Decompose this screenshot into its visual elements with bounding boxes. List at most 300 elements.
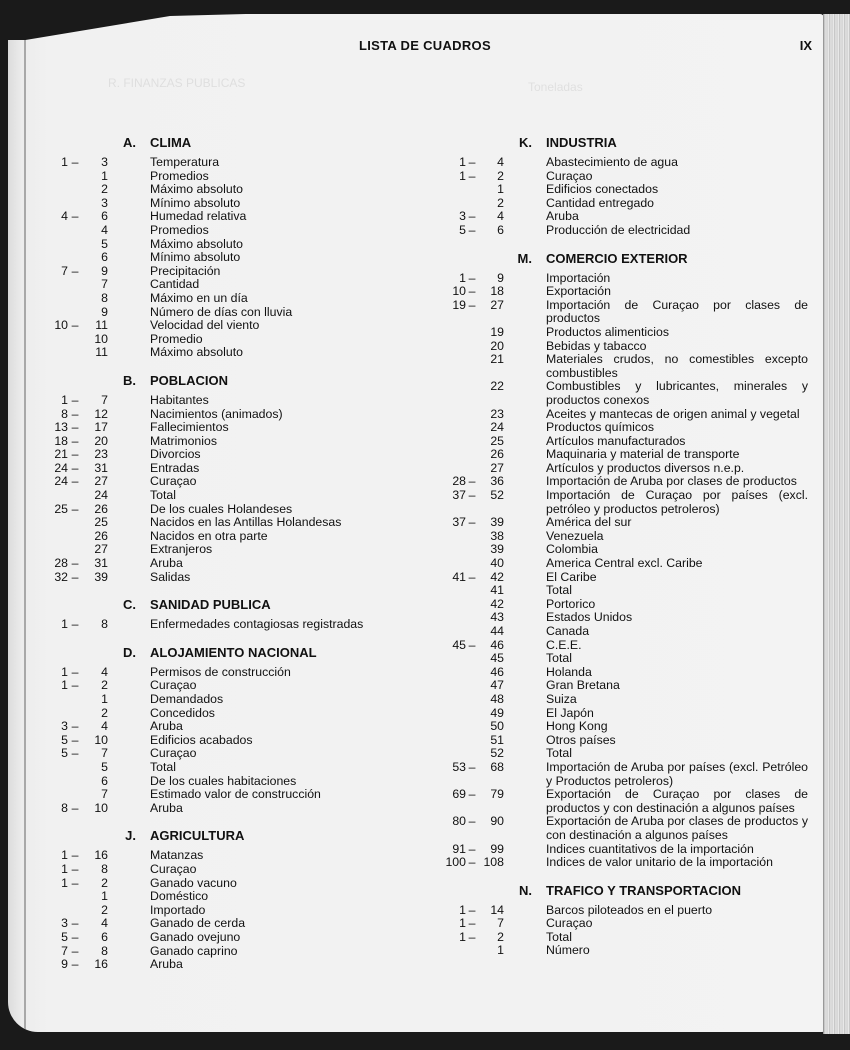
left-column	[40, 136, 420, 986]
table-number-range	[40, 761, 112, 775]
table-entry	[440, 421, 820, 435]
table-number-range	[440, 380, 504, 407]
entry-label: Edificios acabados	[150, 732, 253, 747]
range-from	[440, 543, 466, 557]
range-from: 1	[61, 848, 68, 863]
entry-label: Productos químicos	[546, 420, 654, 435]
entry-label: Abastecimiento de agua	[546, 155, 678, 169]
entry-label: Importación de Curaçao por clases de productos	[546, 297, 808, 326]
table-entry	[440, 156, 820, 170]
range-to: 23	[490, 406, 504, 421]
entry-label: Ganado ovejuno	[150, 929, 241, 944]
table-number-range	[440, 734, 504, 748]
range-from	[440, 326, 466, 340]
table-number-range	[40, 170, 112, 184]
table-number-range	[40, 557, 112, 571]
range-dash: –	[468, 488, 476, 503]
range-dash: –	[71, 420, 79, 435]
table-entry	[40, 904, 420, 918]
range-to: 1	[497, 943, 504, 958]
range-dash	[466, 747, 478, 761]
entry-label: Indices de valor unitario de la importación	[546, 855, 773, 870]
table-entry	[440, 530, 820, 544]
entry-label: Portorico	[546, 596, 596, 611]
range-from: 1	[459, 929, 466, 944]
entry-label: Colombia	[546, 542, 598, 557]
range-dash	[68, 543, 82, 557]
range-dash: –	[71, 861, 79, 876]
range-to: 2	[101, 678, 108, 693]
table-entry	[40, 693, 420, 707]
range-from	[40, 904, 68, 918]
range-from: 69	[452, 787, 466, 802]
entry-label: Curaçao	[150, 861, 197, 876]
range-from: 1	[61, 861, 68, 876]
range-to: 7	[497, 916, 504, 931]
table-number-range	[40, 863, 112, 877]
entry-label: Curaçao	[546, 168, 593, 183]
table-entry	[440, 747, 820, 761]
range-from: 91	[452, 841, 466, 856]
range-from	[440, 408, 466, 422]
table-number-range	[40, 265, 112, 279]
range-from	[440, 530, 466, 544]
entry-label: Artículos y productos diversos n.e.p.	[546, 460, 745, 475]
section-heading	[40, 829, 420, 844]
section-heading	[440, 884, 820, 899]
range-dash: –	[71, 848, 79, 863]
table-entry	[440, 679, 820, 693]
range-from	[40, 788, 68, 802]
range-from	[40, 489, 68, 503]
entry-label: Ganado de cerda	[150, 916, 246, 931]
section-agricultura	[40, 829, 420, 971]
table-number-range	[440, 285, 504, 299]
range-dash	[466, 611, 478, 625]
range-to: 16	[94, 957, 108, 972]
table-entry	[440, 917, 820, 931]
range-from: 24	[54, 460, 68, 475]
table-entry	[40, 802, 420, 816]
table-number-range	[40, 571, 112, 585]
table-number-range	[40, 394, 112, 408]
table-number-range	[440, 625, 504, 639]
range-dash: –	[468, 474, 476, 489]
table-number-range	[40, 543, 112, 557]
range-from	[440, 435, 466, 449]
table-number-range	[40, 319, 112, 333]
range-to: 2	[101, 182, 108, 197]
range-from: 37	[452, 515, 466, 530]
range-from	[40, 224, 68, 238]
range-from: 5	[61, 732, 68, 747]
range-from	[40, 707, 68, 721]
range-from: 28	[452, 474, 466, 489]
range-to: 52	[490, 746, 504, 761]
entry-label: Número	[546, 943, 590, 958]
entry-label: Aruba	[546, 209, 579, 224]
range-dash: –	[71, 433, 79, 448]
table-entry	[40, 475, 420, 489]
table-number-range	[440, 639, 504, 653]
range-dash: –	[468, 515, 476, 530]
range-dash	[466, 557, 478, 571]
table-entry	[440, 693, 820, 707]
entry-label: Demandados	[150, 692, 224, 706]
table-number-range	[40, 945, 112, 959]
table-number-range	[40, 734, 112, 748]
range-to: 108	[483, 855, 504, 870]
range-to: 24	[94, 488, 108, 503]
range-from	[40, 346, 68, 360]
range-to: 9	[101, 263, 108, 278]
table-entry	[40, 319, 420, 333]
range-dash: –	[71, 569, 79, 584]
table-number-range	[440, 679, 504, 693]
range-to: 6	[101, 773, 108, 788]
range-dash	[68, 333, 82, 347]
table-entry	[40, 761, 420, 775]
range-from	[440, 734, 466, 748]
range-dash: –	[71, 392, 79, 407]
entry-label: Divorcios	[150, 447, 201, 462]
table-entry	[440, 788, 820, 815]
range-to: 31	[94, 556, 108, 571]
range-from	[440, 747, 466, 761]
table-number-range	[440, 421, 504, 435]
table-number-range	[440, 489, 504, 516]
range-dash: –	[71, 447, 79, 462]
range-dash: –	[71, 209, 79, 224]
table-number-range	[40, 802, 112, 816]
range-to: 7	[101, 787, 108, 802]
table-number-range	[440, 475, 504, 489]
range-to: 41	[490, 583, 504, 598]
entry-label: Máximo absoluto	[150, 236, 243, 251]
section-heading	[40, 646, 420, 661]
range-from	[440, 462, 466, 476]
range-dash: –	[71, 263, 79, 278]
range-dash: –	[468, 916, 476, 931]
table-entry	[440, 272, 820, 286]
range-to: 7	[101, 746, 108, 761]
table-entry	[40, 278, 420, 292]
entry-label: Barcos piloteados en el puerto	[546, 902, 713, 917]
range-from	[40, 170, 68, 184]
table-number-range	[440, 720, 504, 734]
range-dash	[466, 340, 478, 354]
range-to: 16	[94, 848, 108, 863]
table-number-range	[440, 462, 504, 476]
range-to: 8	[101, 861, 108, 876]
range-dash: –	[468, 929, 476, 944]
table-number-range	[440, 598, 504, 612]
range-from: 1	[459, 168, 466, 183]
entry-label: Curaçao	[150, 678, 197, 693]
range-to: 25	[490, 433, 504, 448]
range-to: 39	[490, 515, 504, 530]
range-to: 18	[490, 284, 504, 299]
range-to: 42	[490, 596, 504, 611]
entry-label: Indices cuantitativos de la importación	[546, 841, 754, 856]
table-entry	[440, 666, 820, 680]
table-entry	[40, 775, 420, 789]
table-entry	[40, 183, 420, 197]
range-to: 27	[490, 460, 504, 475]
table-entry	[40, 346, 420, 360]
entry-label: Velocidad del viento	[150, 318, 260, 333]
table-entry	[40, 170, 420, 184]
table-entry	[440, 571, 820, 585]
range-from: 32	[54, 569, 68, 584]
range-to: 31	[94, 460, 108, 475]
range-to: 36	[490, 474, 504, 489]
range-dash: –	[468, 814, 476, 829]
range-dash	[68, 761, 82, 775]
range-from: 21	[54, 447, 68, 462]
table-number-range	[40, 747, 112, 761]
section-heading	[440, 136, 820, 151]
range-from: 1	[61, 678, 68, 693]
range-dash: –	[468, 222, 476, 237]
entry-label: Curaçao	[150, 474, 197, 489]
range-dash	[68, 224, 82, 238]
bleed-through-text: R. FINANZAS PUBLICAS	[108, 76, 246, 90]
range-to: 51	[490, 732, 504, 747]
table-entry	[440, 408, 820, 422]
range-from: 1	[459, 902, 466, 917]
range-to: 39	[490, 542, 504, 557]
table-entry	[440, 904, 820, 918]
range-dash	[466, 679, 478, 693]
table-entry	[440, 326, 820, 340]
entry-label: Total	[546, 651, 572, 666]
range-to: 10	[94, 732, 108, 747]
range-to: 40	[490, 556, 504, 571]
range-to: 10	[94, 331, 108, 346]
table-number-range	[40, 306, 112, 320]
entry-label: Edificios conectados	[546, 182, 659, 197]
table-entry	[440, 843, 820, 857]
range-from	[440, 197, 466, 211]
section-heading	[40, 598, 420, 613]
range-dash: –	[468, 297, 476, 312]
table-entry	[40, 618, 420, 632]
table-number-range	[40, 890, 112, 904]
table-entry	[440, 707, 820, 721]
entry-label: Total	[546, 929, 572, 944]
entry-label: Holanda	[546, 664, 592, 679]
range-from	[440, 611, 466, 625]
entry-label: Aruba	[150, 957, 183, 972]
page-edges	[823, 14, 850, 1034]
range-dash	[68, 707, 82, 721]
entry-label: Fallecimientos	[150, 420, 229, 435]
table-entry	[40, 333, 420, 347]
section-trafico-y-transportacion	[440, 884, 820, 958]
table-entry	[40, 516, 420, 530]
range-from: 4	[61, 209, 68, 224]
table-entry	[40, 197, 420, 211]
table-number-range	[40, 917, 112, 931]
section-poblacion	[40, 374, 420, 584]
range-from: 10	[452, 284, 466, 299]
table-number-range	[440, 224, 504, 238]
range-from	[440, 625, 466, 639]
range-dash: –	[71, 406, 79, 421]
entry-label: Importado	[150, 902, 206, 917]
range-dash: –	[71, 501, 79, 516]
entry-label: Producción de electricidad	[546, 222, 691, 237]
table-entry	[40, 666, 420, 680]
range-dash	[466, 183, 478, 197]
entry-label: Habitantes	[150, 392, 209, 407]
range-to: 7	[101, 277, 108, 292]
entry-label: Aceites y mantecas de origen animal y vegetal	[546, 406, 800, 421]
table-entry	[40, 435, 420, 449]
section-clima	[40, 136, 420, 360]
table-number-range	[40, 421, 112, 435]
table-number-range	[440, 904, 504, 918]
table-entry	[40, 421, 420, 435]
table-number-range	[40, 931, 112, 945]
entry-label: De los cuales Holandeses	[150, 501, 293, 516]
page-number: IX	[799, 38, 812, 53]
range-to: 23	[94, 447, 108, 462]
range-to: 11	[95, 318, 108, 333]
range-to: 1	[497, 182, 504, 197]
table-number-range	[40, 958, 112, 972]
range-dash	[68, 346, 82, 360]
table-entry	[40, 720, 420, 734]
range-dash	[68, 788, 82, 802]
range-from	[40, 775, 68, 789]
entry-label: América del sur	[546, 515, 632, 530]
table-number-range	[440, 666, 504, 680]
entry-label: Gran Bretana	[546, 678, 620, 693]
entry-label: Concedidos	[150, 705, 215, 720]
table-entry	[40, 251, 420, 265]
range-dash	[466, 693, 478, 707]
entry-label: Importación de Aruba por clases de productos	[546, 474, 797, 489]
table-entry	[440, 652, 820, 666]
range-to: 9	[497, 270, 504, 285]
range-dash: –	[71, 943, 79, 958]
range-to: 9	[101, 304, 108, 319]
table-entry	[40, 503, 420, 517]
range-from	[440, 421, 466, 435]
range-dash	[68, 292, 82, 306]
range-from	[440, 340, 466, 354]
entry-label: Ganado caprino	[150, 943, 238, 958]
table-entry	[40, 917, 420, 931]
table-entry	[40, 849, 420, 863]
section-letter: K.	[519, 135, 532, 150]
entry-label: Exportación de Aruba por clases de productos y con destinación a algunos países	[546, 814, 808, 842]
range-dash: –	[468, 637, 476, 652]
range-from: 13	[54, 420, 68, 435]
table-number-range	[440, 156, 504, 170]
table-number-range	[440, 272, 504, 286]
table-number-range	[40, 183, 112, 197]
range-dash	[68, 251, 82, 265]
range-to: 99	[490, 841, 504, 856]
range-to: 90	[490, 814, 504, 829]
range-dash	[466, 408, 478, 422]
range-dash: –	[468, 787, 476, 802]
table-number-range	[40, 408, 112, 422]
table-entry	[440, 489, 820, 516]
entry-label: Ganado vacuno	[150, 875, 237, 890]
range-from: 7	[61, 263, 68, 278]
range-from: 41	[452, 569, 466, 584]
range-dash	[466, 707, 478, 721]
table-entry	[440, 543, 820, 557]
table-number-range	[40, 156, 112, 170]
section-title: CLIMA	[150, 135, 192, 150]
table-entry	[40, 306, 420, 320]
table-entry	[40, 571, 420, 585]
range-dash: –	[71, 746, 79, 761]
range-dash: –	[468, 155, 476, 169]
entry-label: Importación de Aruba por países (excl. Petróleo y Productos petroleros)	[546, 759, 808, 788]
table-number-range	[440, 611, 504, 625]
entry-label: El Caribe	[546, 569, 597, 584]
range-to: 38	[490, 528, 504, 543]
table-number-range	[440, 326, 504, 340]
range-dash	[466, 625, 478, 639]
section-heading	[40, 136, 420, 151]
range-from	[440, 584, 466, 598]
entry-label: Matrimonios	[150, 433, 217, 448]
table-number-range	[440, 944, 504, 958]
table-number-range	[440, 353, 504, 380]
range-dash: –	[468, 759, 476, 774]
entry-label: Estimado valor de construcción	[150, 787, 321, 802]
range-from	[440, 183, 466, 197]
range-from: 1	[459, 916, 466, 931]
entry-label: Cantidad	[150, 277, 200, 292]
range-to: 6	[101, 250, 108, 265]
range-from	[40, 761, 68, 775]
entry-label: Mínimo absoluto	[150, 195, 241, 210]
entry-label: Temperatura	[150, 155, 220, 169]
table-number-range	[440, 516, 504, 530]
table-number-range	[440, 652, 504, 666]
range-to: 14	[490, 902, 504, 917]
entry-label: Total	[150, 759, 176, 774]
entry-label: Aruba	[150, 556, 183, 571]
range-to: 2	[497, 929, 504, 944]
range-from: 3	[61, 719, 68, 734]
table-number-range	[40, 666, 112, 680]
range-to: 4	[101, 664, 108, 679]
range-to: 43	[490, 610, 504, 625]
table-number-range	[40, 278, 112, 292]
table-entry	[440, 448, 820, 462]
table-entry	[440, 584, 820, 598]
entry-label: Otros países	[546, 732, 616, 747]
range-to: 8	[101, 290, 108, 305]
entry-label: C.E.E.	[546, 637, 582, 652]
entry-label: Nacidos en las Antillas Holandesas	[150, 515, 342, 530]
range-from	[40, 543, 68, 557]
range-from: 18	[54, 433, 68, 448]
table-entry	[40, 394, 420, 408]
range-to: 4	[497, 155, 504, 169]
section-title: POBLACION	[150, 372, 228, 388]
entry-label: Permisos de construcción	[150, 664, 291, 679]
